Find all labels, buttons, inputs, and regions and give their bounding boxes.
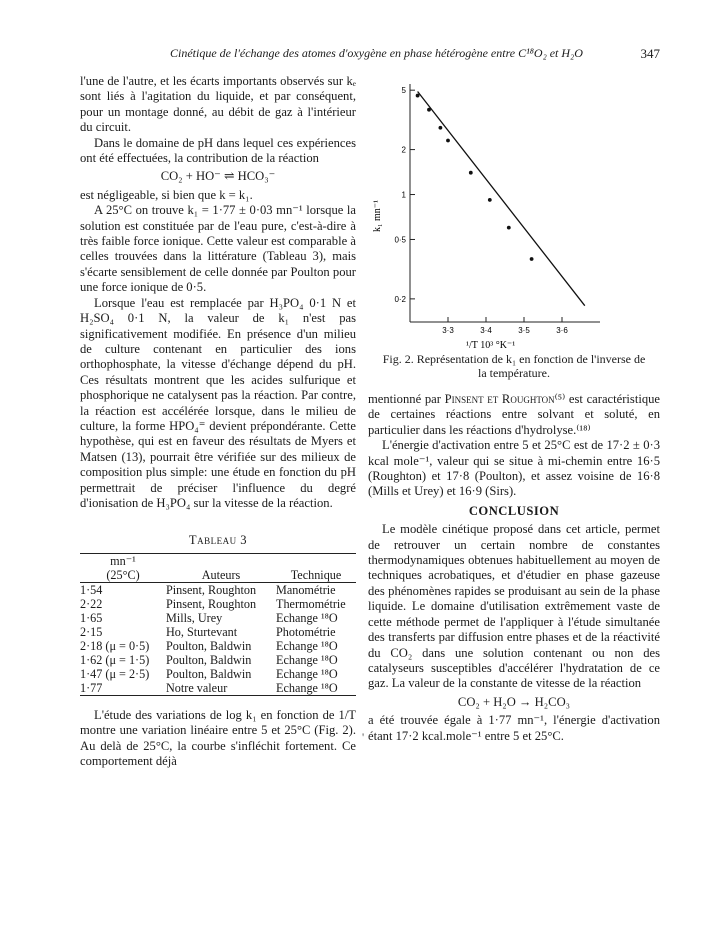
data-point bbox=[439, 126, 443, 130]
table-cell: Poulton, Baldwin bbox=[166, 652, 252, 667]
table-row bbox=[80, 639, 356, 653]
table-caption: Tableau 3 bbox=[188, 533, 248, 548]
paragraph: L'étude des variations de log k₁ en fonction de 1/T montre une variation linéaire entre 5 et 25°C (Fig. 2). Au delà de 25°C, la courbe s'infléchit fortement. Ce comportement déjà bbox=[80, 707, 356, 768]
data-point bbox=[446, 139, 450, 143]
table-header-row bbox=[80, 553, 356, 568]
table-row bbox=[80, 611, 356, 625]
figure-2 bbox=[368, 74, 660, 374]
table-cell: Manométrie bbox=[276, 582, 336, 597]
y-tick-label: 0·5 bbox=[394, 235, 406, 245]
table-cell: 2·18 (μ = 0·5) bbox=[80, 638, 150, 653]
section-heading: CONCLUSION bbox=[468, 503, 560, 518]
paragraph: l'une de l'autre, et les écarts importants observés sur kₑ sont liés à l'agitation du liquide, et par conséquent, pour un montage donné, au débit de gaz à l'intérieur du circuit. bbox=[80, 74, 356, 135]
running-title: Cinétique de l'échange des atomes d'oxygène en phase hétérogène entre C¹⁸O₂ et H₂O bbox=[170, 46, 583, 60]
table-cell: Pinsent, Roughton bbox=[166, 582, 257, 597]
table-header-cell: (25°C) bbox=[106, 567, 140, 582]
data-point bbox=[427, 108, 431, 112]
y-tick-label: 1 bbox=[401, 190, 406, 200]
table-cell: 2·22 bbox=[80, 596, 103, 611]
table-cell: Echange ¹⁸O bbox=[276, 652, 338, 667]
equation: CO₂ + H₂O → H₂CO₃ bbox=[457, 694, 571, 709]
table-cell: 1·77 bbox=[80, 680, 103, 695]
data-point bbox=[488, 198, 492, 202]
table-cell: 1·65 bbox=[80, 610, 103, 625]
table-cell: Pinsent, Roughton bbox=[166, 596, 257, 611]
data-point bbox=[416, 94, 420, 98]
data-point bbox=[469, 171, 473, 175]
table-cell: Mills, Urey bbox=[166, 610, 223, 625]
page-number: 347 bbox=[640, 46, 660, 61]
table-cell: Photométrie bbox=[276, 624, 336, 639]
y-tick-label: 5 bbox=[401, 86, 406, 96]
margin-mark: ' bbox=[362, 730, 365, 744]
table-cell: Ho, Sturtevant bbox=[166, 624, 238, 639]
table-cell: Notre valeur bbox=[166, 680, 228, 695]
x-tick-label: 3·4 bbox=[480, 326, 492, 335]
table-header-cell: Auteurs bbox=[201, 567, 241, 582]
table-cell: Echange ¹⁸O bbox=[276, 638, 338, 653]
paragraph: L'énergie d'activation entre 5 et 25°C est de 17·2 ± 0·3 kcal mole⁻¹, valeur qui se situe à mi-chemin entre 16·5 (Roughton) et 17·8 (Poulton), et assez voisine de 16·8 (Mills et Urey) et 16·9 (Sirs). bbox=[368, 438, 660, 499]
table-body bbox=[80, 582, 356, 695]
running-header bbox=[80, 46, 660, 64]
paragraph: a été trouvée égale à 1·77 mn⁻¹, l'énergie d'activation étant 17·2 kcal.mole⁻¹ entre 5 et 25°C. bbox=[368, 713, 660, 743]
paragraph: mentionné par Pinsent et Roughton⁽⁵⁾ est caractéristique de certaines réactions entre solvant et soluté, en particulier dans les réactions d'hydrolyse.⁽¹⁸⁾ bbox=[368, 392, 660, 437]
rate-constant-table bbox=[80, 553, 356, 696]
paragraph: A 25°C on trouve k₁ = 1·77 ± 0·03 mn⁻¹ lorsque la solution est constituée par de l'eau pure, c'est-à-dire à très faible force ionique. Cette valeur est comparable à celles trouvées dans la littérature (Tableau 3), mais s'écarte sensiblement de celle donnée par Poulton pour une force ionique de 0·5. bbox=[80, 203, 356, 295]
table-row bbox=[80, 582, 356, 597]
table-cell: Echange ¹⁸O bbox=[276, 610, 338, 625]
table-header-cell: mn⁻¹ bbox=[110, 553, 136, 568]
table-cell: 1·54 bbox=[80, 582, 103, 597]
table-cell: Poulton, Baldwin bbox=[166, 666, 252, 681]
table-cell: Echange ¹⁸O bbox=[276, 680, 338, 695]
y-tick-label: 0·2 bbox=[394, 294, 406, 304]
paragraph: est négligeable, si bien que k = k₁. bbox=[80, 187, 253, 202]
table-cell: 1·62 (μ = 1·5) bbox=[80, 652, 150, 667]
data-point bbox=[507, 226, 511, 230]
table-header-row bbox=[80, 568, 356, 583]
paragraph: Dans le domaine de pH dans lequel ces expériences ont été effectuées, la contribution de la réaction bbox=[80, 135, 356, 166]
table-row bbox=[80, 681, 356, 696]
author-names: Pinsent et Roughton bbox=[444, 392, 555, 406]
table-cell: 1·47 (μ = 2·5) bbox=[80, 666, 150, 681]
table-cell: Poulton, Baldwin bbox=[166, 638, 252, 653]
x-tick-label: 3·3 bbox=[442, 326, 454, 335]
data-point bbox=[530, 257, 534, 261]
k1-vs-inverse-temperature-chart bbox=[368, 74, 660, 354]
right-column bbox=[368, 392, 660, 744]
table-cell: Echange ¹⁸O bbox=[276, 666, 338, 681]
figure-caption: Fig. 2. Représentation de k₁ en fonction de l'inverse de la température. bbox=[382, 352, 646, 380]
paragraph: Le modèle cinétique proposé dans cet article, permet de retrouver un certain nombre de constantes thermodynamiques obtenues habituellement au moyen de techniques acrobatiques, et d'étudier en phase gazeuse des phénomènes rapides se produisant au sein de la phase liquide. Le domaine d'utilisation extrêmement vaste de cette méthode permet de l'appliquer à l'étude simultanée des transferts par diffusion entre phases et de la réactivité du CO₂ dans une solution contenant ou non des catalyseurs susceptibles d'accélérer l'hydratation de ce gaz. La valeur de la constante de vitesse de la réaction bbox=[368, 522, 660, 691]
x-axis-label: ¹/T 10³ °K⁻¹ bbox=[466, 340, 516, 351]
table-row bbox=[80, 597, 356, 611]
x-tick-label: 3·6 bbox=[556, 326, 568, 335]
y-tick-label: 2 bbox=[401, 145, 406, 155]
fit-line bbox=[418, 91, 585, 305]
paragraph: Lorsque l'eau est remplacée par H₃PO₄ 0·1 N et H₂SO₄ 0·1 N, la valeur de k₁ n'est pas significativement modifiée. En présence d'un milieu de culture contenant en particulier des ions orthophosphate, la vitesse d'échange dépend du pH. Ces résultats montrent que les acides sulfurique et phosphorique ne catalysent pas la réaction. Par contre, la réaction est accélérée lorsque, dans le milieu de culture, la forme HPO₄⁼ devient prépondérante. Cette hypothèse, qui est en faveur des résultats de Myers et Matsen (13), pourrait être vérifiée sur des milieux de composition plus simple: une étude en fonction du pH permettrait de préciser l'influence du degré d'ionisation de H₃PO₄ sur la vitesse de la réaction. bbox=[80, 295, 356, 510]
table-cell: 2·15 bbox=[80, 624, 103, 639]
table-row bbox=[80, 625, 356, 639]
table-header-cell: Technique bbox=[290, 567, 342, 582]
x-tick-label: 3·5 bbox=[518, 326, 530, 335]
table-3 bbox=[80, 533, 356, 695]
table-row bbox=[80, 667, 356, 681]
table-row bbox=[80, 653, 356, 667]
y-axis-label: k₁ mn⁻¹ bbox=[372, 199, 383, 232]
equation: CO₂ + HO⁻ ⇌ HCO₃⁻ bbox=[160, 169, 276, 184]
left-column bbox=[80, 74, 356, 769]
table-cell: Thermométrie bbox=[276, 596, 346, 611]
